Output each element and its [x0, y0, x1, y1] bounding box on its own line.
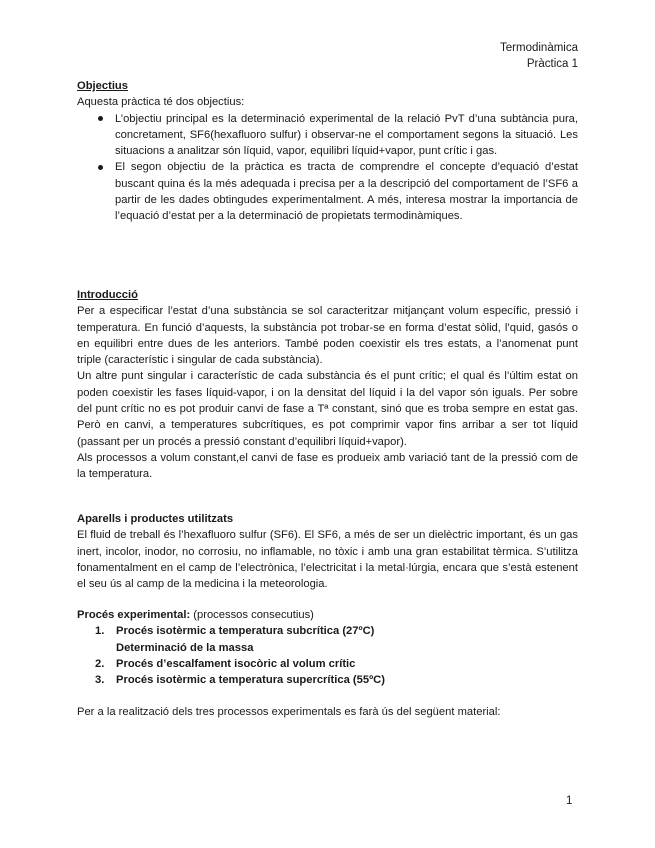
proces-heading-note: (processos consecutius)	[190, 609, 314, 621]
objectius-heading: Objectius	[77, 80, 128, 92]
aparells-heading: Aparells i productes utilitzats	[77, 513, 234, 525]
introduccio-heading: Introducció	[77, 289, 138, 301]
aparells-paragraph: El fluid de treball és l’hexafluoro sulfur (SF6). El SF6, a més de ser un dielèctric important, és un gas inert, incolor, inodor, no corrosiu, no inflamable, no tòxic i amb una gran estabilitat tèrmica. S’utilitza fonamentalment en el camp de l’electrònica, l’electricitat i la metal·lúrgia, encara que s’està estenent el seu ús al camp de la medicina i la meteorologia.	[77, 529, 578, 591]
proces-step-2-label: Procés d’escalfament isocòric al volum crític	[116, 657, 356, 670]
proces-step-2	[77, 656, 578, 672]
proces-heading-line	[77, 607, 578, 623]
proces-closing-block	[77, 704, 578, 720]
header-practice: Pràctica 1	[526, 58, 578, 70]
header-subject: Termodinàmica	[500, 42, 578, 54]
proces-step-2-number: 2.	[95, 657, 105, 670]
introduccio-paragraph-2: Un altre punt singular i característic de cada substància és el punt crític; el qual és l’últim estat on poden coexistir les fases líquid-vapor, i on la densitat del líquid i la del vapor són iguals. Per sobre del punt crític no es pot produir canvi de fase a Tª constant, sinó que es troba sempre en estat gas. Però en canvi, a temperatures subcrítiques, es pot comprimir vapor fins arribar a ser tot líquid (passant per un procés a pressió constant d’equilibri líquid+vapor).	[77, 370, 578, 448]
introduccio-paragraph-3: Als processos a volum constant,el canvi de fase es produeix amb variació tant de la pressió com de la temperatura.	[77, 451, 578, 481]
proces-step-1	[77, 623, 578, 656]
objectius-bullet-1: L’objectiu principal es la determinació experimental de la relació PvT d’una subtància pura, concretament, SF6(hexafluoro sulfur) i observar-ne el comportament segons la situació. Les situacions a analitzar són líquid, vapor, equilibri líquid+vapor, punt crític i gas.	[115, 111, 578, 160]
proces-closing: Per a la realització dels tres processos experimentals es farà ús del següent material:	[77, 706, 501, 718]
proces-step-1-sub: Determinació de la massa	[116, 641, 254, 654]
proces-step-3-number: 3.	[95, 674, 105, 687]
introduccio-paragraph-1: Per a especificar l’estat d’una substància se sol caracteritzar mitjançant volum específic, pressió i temperatura. En funció d’aquests, la substància pot trobar-se en forma d’estat sòlid, l’quid, gasós o en equilibri entre dues de les anteriors. També poden coexistir els tres estats, a l’anomenat punt triple (característic i singular de cada substància).	[77, 305, 578, 367]
proces-step-1-label: Procés isotèrmic a temperatura subcrítica (27ºC)	[116, 625, 375, 638]
objectius-list	[77, 111, 578, 225]
proces-heading: Procés experimental:	[77, 609, 191, 621]
proces-step-1-number: 1.	[95, 625, 105, 638]
page-header	[500, 40, 578, 72]
proces-step-3	[77, 672, 578, 688]
objectius-bullet-2: El segon objectiu de la pràctica es tracta de comprendre el concepte d’equació d’estat buscant quina és la més adequada i precisa per a la descripció del comportament de l’SF6 a partir de les dades obtingudes experimentalment. A més, interesa mostrar la importancia de l’equació d’estat per a la determinació de propietats termodinàmiques.	[115, 159, 578, 224]
section-introduccio	[77, 287, 578, 483]
proces-step-3-label: Procés isotèrmic a temperatura supercrítica (55ºC)	[116, 674, 385, 687]
section-objectius	[77, 78, 578, 225]
proces-steps	[77, 623, 578, 688]
objectius-intro: Aquesta pràctica té dos objectius:	[77, 96, 245, 109]
page-number: 1	[566, 795, 573, 807]
section-proces	[77, 607, 578, 688]
section-aparells	[77, 511, 578, 592]
